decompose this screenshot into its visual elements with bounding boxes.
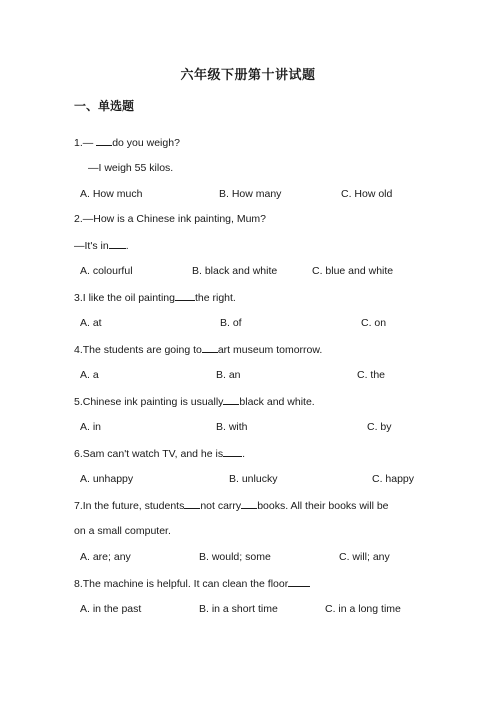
page-title: 六年级下册第十讲试题 bbox=[180, 67, 316, 82]
question-7-stem-continued: on a small computer. bbox=[74, 525, 171, 537]
section-heading: 一、单选题 bbox=[74, 99, 135, 113]
question-text: 8.The machine is helpful. It can clean the floor bbox=[74, 578, 289, 590]
question-7-stem bbox=[74, 498, 389, 513]
question-2-response bbox=[74, 238, 129, 253]
question-5-stem bbox=[74, 394, 315, 409]
question-1-option-c[interactable]: C. How old bbox=[341, 188, 393, 200]
answer-blank bbox=[288, 576, 310, 587]
question-3-option-c[interactable]: C. on bbox=[361, 317, 387, 329]
question-4-option-c[interactable]: C. the bbox=[357, 369, 386, 381]
question-8-option-a[interactable]: A. in the past bbox=[80, 603, 142, 615]
question-text: 5.Chinese ink painting is usually bbox=[74, 396, 224, 408]
question-4-stem bbox=[74, 342, 322, 357]
answer-blank bbox=[202, 342, 218, 353]
question-1-response: —I weigh 55 kilos. bbox=[88, 162, 174, 174]
question-text: books. All their books will be bbox=[257, 500, 389, 512]
question-1-option-b[interactable]: B. How many bbox=[219, 188, 282, 200]
question-text: 1.— bbox=[74, 137, 97, 149]
question-3-stem bbox=[74, 290, 236, 305]
question-3-option-a[interactable]: A. at bbox=[80, 317, 102, 329]
question-2-option-c[interactable]: C. blue and white bbox=[312, 265, 394, 277]
question-text: . bbox=[125, 240, 129, 252]
question-5-option-c[interactable]: C. by bbox=[367, 421, 392, 433]
question-4-option-b[interactable]: B. an bbox=[216, 369, 241, 381]
question-4-option-a[interactable]: A. a bbox=[80, 369, 99, 381]
answer-blank bbox=[184, 498, 200, 509]
question-2-option-b[interactable]: B. black and white bbox=[192, 265, 278, 277]
question-6-option-c[interactable]: C. happy bbox=[372, 473, 415, 485]
question-text: —It's in bbox=[74, 240, 109, 252]
question-text: do you weigh? bbox=[112, 137, 180, 149]
question-text: the right. bbox=[194, 292, 236, 304]
question-6-option-b[interactable]: B. unlucky bbox=[229, 473, 278, 485]
question-text: . bbox=[242, 448, 246, 460]
question-text: 7.In the future, students bbox=[74, 500, 185, 512]
answer-blank bbox=[223, 446, 242, 457]
question-1-option-a[interactable]: A. How much bbox=[80, 188, 143, 200]
question-5-option-a[interactable]: A. in bbox=[80, 421, 102, 433]
question-6-option-a[interactable]: A. unhappy bbox=[80, 473, 134, 485]
question-8-option-c[interactable]: C. in a long time bbox=[325, 603, 401, 615]
question-7-option-a[interactable]: A. are; any bbox=[80, 551, 131, 563]
answer-blank bbox=[241, 498, 257, 509]
question-6-stem bbox=[74, 446, 245, 461]
question-5-option-b[interactable]: B. with bbox=[216, 421, 248, 433]
question-8-stem bbox=[74, 576, 310, 591]
question-text: 4.The students are going to bbox=[74, 344, 202, 356]
question-text: 3.I like the oil painting bbox=[74, 292, 175, 304]
answer-blank bbox=[109, 238, 126, 249]
question-2-stem: 2.—How is a Chinese ink painting, Mum? bbox=[74, 213, 267, 225]
answer-blank bbox=[175, 290, 195, 301]
question-text: not carry bbox=[200, 500, 242, 512]
answer-blank bbox=[223, 394, 239, 405]
question-1-stem bbox=[74, 135, 180, 150]
question-2-option-a[interactable]: A. colourful bbox=[80, 265, 133, 277]
answer-blank bbox=[96, 135, 112, 146]
question-text: art museum tomorrow. bbox=[217, 344, 323, 356]
question-text: black and white. bbox=[239, 396, 315, 408]
question-7-option-c[interactable]: C. will; any bbox=[339, 551, 390, 563]
question-3-option-b[interactable]: B. of bbox=[220, 317, 242, 329]
question-7-option-b[interactable]: B. would; some bbox=[199, 551, 271, 563]
question-text: 6.Sam can't watch TV, and he is bbox=[74, 448, 224, 460]
question-8-option-b[interactable]: B. in a short time bbox=[199, 603, 278, 615]
